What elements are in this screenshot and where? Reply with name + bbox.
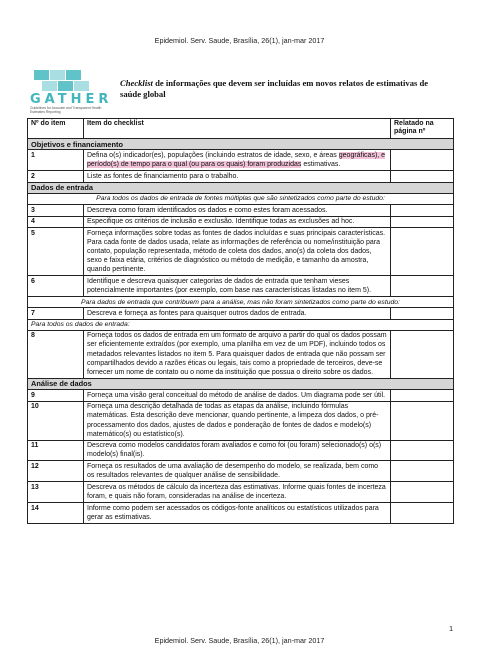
item-text: Forneça uma descrição detalhada de todas as etapas da análise, incluindo fórmulas matemáticas. Esta descrição deve mencionar, quando pertinente, a limpeza dos dados, o pré-processamento dos dados, ajustes de dados e ponderação de fontes de dados e modelo(s) matemático(s) ou estatístico(s). xyxy=(84,401,391,440)
highlighted-text: geográficas), e período(s) de tempo para o qual (ou para os quais) foram produzidas xyxy=(87,152,386,169)
item-number: 7 xyxy=(28,307,84,319)
page-cell xyxy=(391,461,454,482)
header-reported-page: Relatado na página nº xyxy=(391,119,454,139)
document-title xyxy=(120,78,440,100)
item-text: Especifique os critérios de inclusão e exclusão. Identifique todas as exclusões ad hoc. xyxy=(84,216,391,228)
logo-block-icon xyxy=(34,70,49,80)
subsection-title: Para todos os dados de entrada: xyxy=(28,319,454,330)
table-row xyxy=(28,482,454,503)
item-number: 6 xyxy=(28,276,84,297)
item-text: Descreva como foram identificados os dados e como estes foram acessados. xyxy=(84,204,391,216)
subsection-row xyxy=(28,319,454,330)
item-text: Descreva e forneça as fontes para quaisquer outros dados de entrada. xyxy=(84,307,391,319)
item-number: 9 xyxy=(28,389,84,401)
item-number: 5 xyxy=(28,228,84,276)
section-row xyxy=(28,138,454,149)
page-cell xyxy=(391,150,454,171)
header-item-number: Nº do item xyxy=(28,119,84,139)
section-row xyxy=(28,182,454,193)
item-text-part: estimativas. xyxy=(301,161,341,169)
item-text: Descreva os métodos de cálculo da incerteza das estimativas. Informe quais fontes de incerteza foram, e quais não foram, consideradas na análise de incerteza. xyxy=(84,482,391,503)
table-row xyxy=(28,389,454,401)
logo-tagline: Guidelines for Accurate and Transparent Health Estimates Reporting xyxy=(30,106,102,114)
subsection-title: Para dados de entrada que contribuem para a análise, mas não foram sintetizados como parte do estudo: xyxy=(28,297,454,308)
header-checklist-item: Item do checklist xyxy=(84,119,391,139)
item-number: 14 xyxy=(28,502,84,523)
subsection-row xyxy=(28,194,454,205)
item-number: 10 xyxy=(28,401,84,440)
logo-block-icon xyxy=(50,70,65,80)
page-cell xyxy=(391,389,454,401)
section-title: Dados de entrada xyxy=(28,182,454,193)
page-cell xyxy=(391,502,454,523)
item-number: 8 xyxy=(28,330,84,378)
item-number: 1 xyxy=(28,150,84,171)
table-row xyxy=(28,228,454,276)
running-head-top: Epidemiol. Serv. Saude, Brasília, 26(1), jan-mar 2017 xyxy=(154,36,325,45)
table-row xyxy=(28,216,454,228)
title-rest: de informações que devem ser incluídas em novos relatos de estimativas de saúde global xyxy=(120,78,429,99)
item-text xyxy=(84,150,391,171)
item-text: Forneça informações sobre todas as fontes de dados incluídas e suas principais características. Para cada fonte de dados usada, relate as informações de referência ou nome/instituição para contato, população representada, método de coleta dos dados, ano(s) da coleta dos dados, sexo e faixa etária, critérios de diagnóstico ou método de medição, e tamanho da amostra, quando pertinente. xyxy=(84,228,391,276)
table-row xyxy=(28,461,454,482)
table-header-row xyxy=(28,119,454,139)
table-row xyxy=(28,401,454,440)
table-row xyxy=(28,150,454,171)
item-text: Forneça os resultados de uma avaliação de desempenho do modelo, se realizada, bem como os resultados relevantes de qualquer análise de sensibilidade. xyxy=(84,461,391,482)
page-cell xyxy=(391,401,454,440)
page-cell xyxy=(391,204,454,216)
logo-wordmark: GATHER xyxy=(30,92,113,107)
item-text: Descreva como modelos candidatos foram avaliados e como foi (ou foram) selecionado(s) o(s) modelo(s) final(is). xyxy=(84,440,391,461)
title-italic: Checklist xyxy=(120,78,153,88)
item-text-part: Defina o(s) indicador(es), populações (incluindo estratos de idade, sexo, e áreas xyxy=(87,152,339,160)
page-cell xyxy=(391,307,454,319)
page-number: 1 xyxy=(449,626,453,633)
page-cell xyxy=(391,228,454,276)
item-number: 3 xyxy=(28,204,84,216)
section-row xyxy=(28,378,454,389)
table-row xyxy=(28,440,454,461)
table-row xyxy=(28,171,454,183)
section-title: Análise de dados xyxy=(28,378,454,389)
page-cell xyxy=(391,482,454,503)
item-text: Liste as fontes de financiamento para o trabalho. xyxy=(84,171,391,183)
table-row xyxy=(28,307,454,319)
table-row xyxy=(28,330,454,378)
logo-block-icon xyxy=(74,81,89,91)
subsection-row xyxy=(28,297,454,308)
item-text: Identifique e descreva quaisquer categorias de dados de entrada que tenham vieses potencialmente importantes (por exemplo, com base nas características listadas no item 5). xyxy=(84,276,391,297)
item-number: 4 xyxy=(28,216,84,228)
page-cell xyxy=(391,276,454,297)
checklist-table xyxy=(27,118,454,524)
table-row xyxy=(28,276,454,297)
item-text: Forneça uma visão geral conceitual do método de análise de dados. Um diagrama pode ser útil. xyxy=(84,389,391,401)
page-cell xyxy=(391,171,454,183)
item-number: 2 xyxy=(28,171,84,183)
logo-block-icon xyxy=(58,81,73,91)
item-number: 12 xyxy=(28,461,84,482)
table-row xyxy=(28,204,454,216)
subsection-title: Para todos os dados de entrada de fontes múltiplas que são sintetizados como parte do estudo: xyxy=(28,194,454,205)
section-title: Objetivos e financiamento xyxy=(28,138,454,149)
item-number: 11 xyxy=(28,440,84,461)
page-cell xyxy=(391,330,454,378)
running-head-bottom: Epidemiol. Serv. Saude, Brasília, 26(1), jan-mar 2017 xyxy=(154,636,325,645)
item-text: Forneça todos os dados de entrada em um formato de arquivo a partir do qual os dados possam ser eficientemente extraídos (por exemplo, uma planilha em vez de um PDF), incluindo todos os metadados relevantes listados no item 5. Para quaisquer dados de entrada que não possam ser compartilhados devido a razões éticas ou legais, tais como a propriedade de terceiros, deve-se fornecer um nome de contato ou o nome da instituição que possua o direito sobre os dados. xyxy=(84,330,391,378)
item-number: 13 xyxy=(28,482,84,503)
logo-block-icon xyxy=(42,81,57,91)
page-cell xyxy=(391,216,454,228)
gather-logo xyxy=(30,70,112,112)
table-row xyxy=(28,502,454,523)
item-text: Informe como podem ser acessados os códigos-fonte analíticos ou estatísticos utilizados para gerar as estimativas. xyxy=(84,502,391,523)
page-cell xyxy=(391,440,454,461)
logo-block-icon xyxy=(66,70,81,80)
